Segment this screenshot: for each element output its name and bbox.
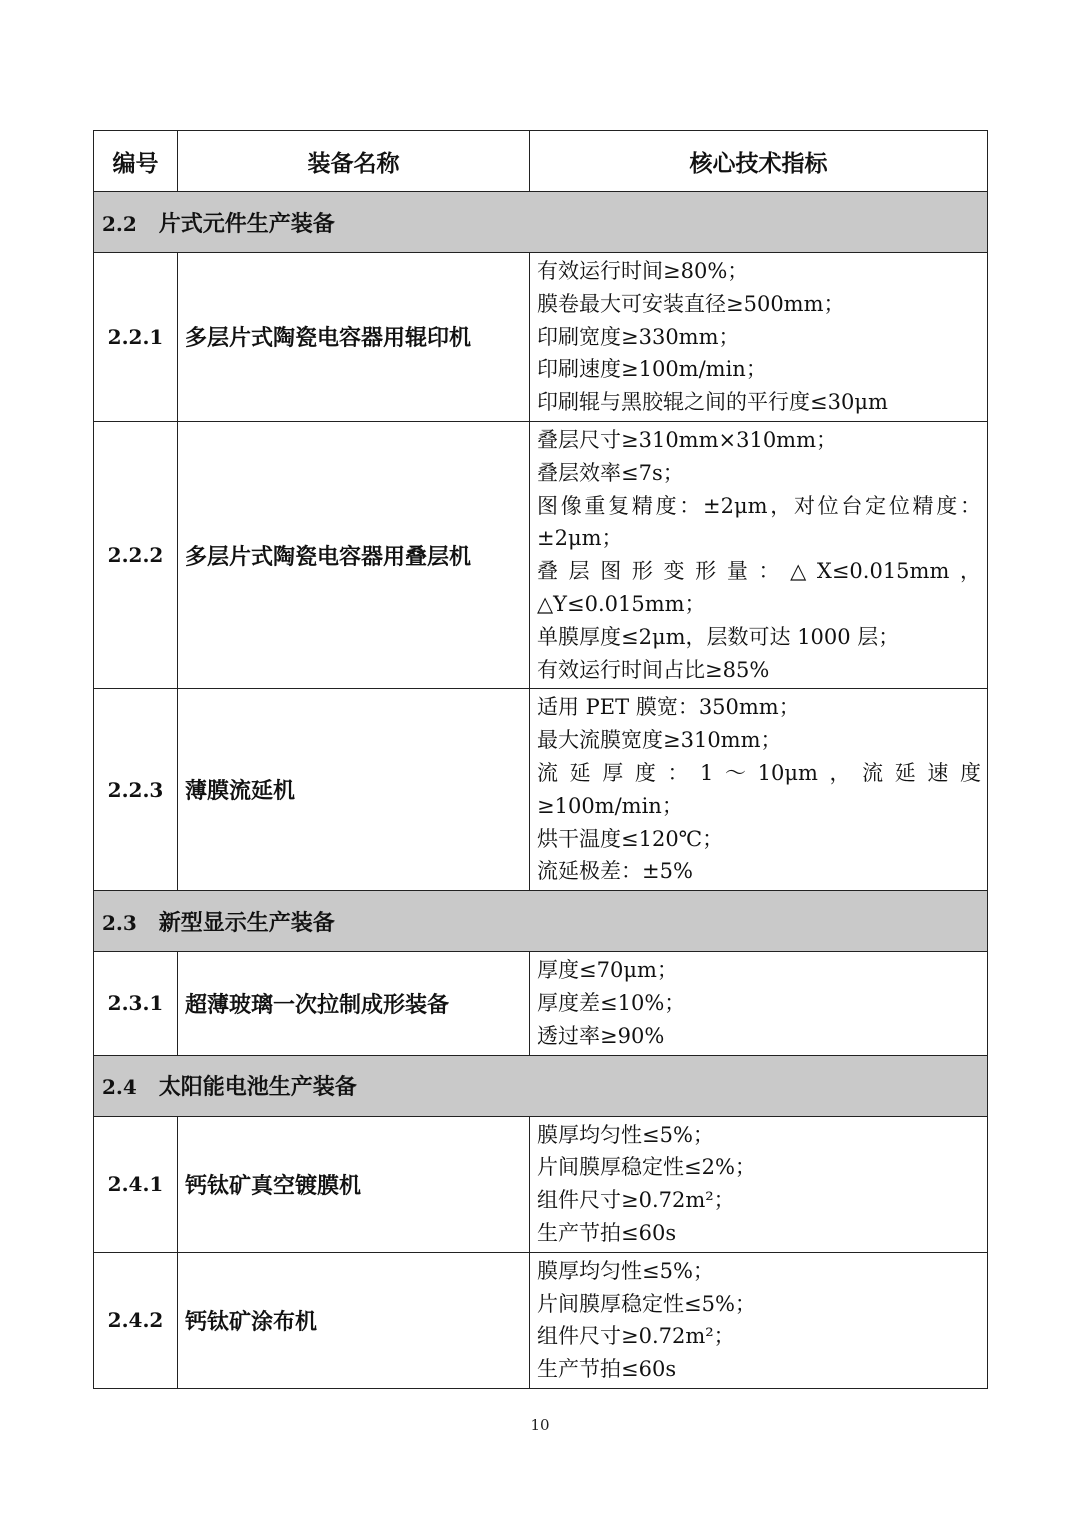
section-row [94, 1055, 988, 1116]
item-number: 2.2.3 [94, 689, 178, 891]
spec-line: 膜厚均匀性≤5%； [537, 1122, 714, 1147]
item-number: 2.2.2 [94, 421, 178, 688]
spec-line: 流延极差：±5% [537, 859, 693, 884]
header-core-specs: 核心技术指标 [530, 131, 988, 192]
spec-line: 有效运行时间占比≥85% [537, 657, 770, 682]
spec-line: 生产节拍≤60s [537, 1220, 677, 1245]
item-specs [530, 421, 988, 688]
spec-line: 片间膜厚稳定性≤5%； [537, 1291, 756, 1316]
item-name: 多层片式陶瓷电容器用叠层机 [178, 421, 530, 688]
section-heading [94, 891, 988, 952]
spec-line: 烘干温度≤120℃； [537, 826, 724, 851]
spec-line: 流延厚度：1～10μm，流延速度≥100m/min； [537, 760, 981, 818]
item-specs [530, 1252, 988, 1388]
item-specs [530, 253, 988, 422]
header-equipment-name: 装备名称 [178, 131, 530, 192]
item-number: 2.3.1 [94, 952, 178, 1055]
spec-line: 透过率≥90% [537, 1023, 665, 1048]
spec-line: 印刷速度≥100m/min； [537, 357, 767, 382]
section-title: 片式元件生产装备 [158, 211, 335, 237]
equipment-spec-table [93, 130, 988, 1389]
item-name: 薄膜流延机 [178, 689, 530, 891]
section-number: 2.3 [102, 910, 137, 935]
spec-line: 单膜厚度≤2μm，层数可达 1000 层； [537, 624, 900, 649]
spec-line: 印刷辊与黑胶辊之间的平行度≤30μm [537, 390, 888, 415]
item-specs [530, 689, 988, 891]
spec-line: 印刷宽度≥330mm； [537, 324, 740, 349]
spec-line: 有效运行时间≥80%； [537, 259, 749, 283]
header-number: 编号 [94, 131, 178, 192]
spec-line: 厚度差≤10%； [537, 990, 686, 1015]
spec-line: 适用 PET 膜宽：350mm； [537, 695, 800, 720]
spec-line: 组件尺寸≥0.72m²； [537, 1324, 735, 1349]
section-number: 2.4 [102, 1075, 137, 1100]
section-row [94, 192, 988, 253]
item-specs [530, 952, 988, 1055]
spec-line: 片间膜厚稳定性≤2%； [537, 1155, 756, 1180]
item-name: 钙钛矿真空镀膜机 [178, 1116, 530, 1252]
spec-line: 组件尺寸≥0.72m²； [537, 1188, 735, 1213]
item-number: 2.4.2 [94, 1252, 178, 1388]
spec-line: 叠层效率≤7s； [537, 460, 684, 485]
table-row [94, 421, 988, 688]
table-row [94, 1116, 988, 1252]
item-number: 2.4.1 [94, 1116, 178, 1252]
spec-line: 生产节拍≤60s [537, 1357, 677, 1382]
item-number: 2.2.1 [94, 253, 178, 422]
spec-line: 图像重复精度：±2μm，对位台定位精度：±2μm； [537, 493, 981, 551]
spec-line: 最大流膜宽度≥310mm； [537, 728, 782, 753]
table-header-row [94, 131, 988, 192]
table-row [94, 952, 988, 1055]
item-specs [530, 1116, 988, 1252]
section-title: 太阳能电池生产装备 [158, 1075, 357, 1101]
section-row [94, 891, 988, 952]
spec-line: 叠层图形变形量：△X≤0.015mm，△Y≤0.015mm； [537, 559, 981, 616]
spec-line: 厚度≤70μm； [537, 958, 678, 983]
section-heading [94, 1055, 988, 1116]
section-heading [94, 192, 988, 253]
item-name: 多层片式陶瓷电容器用辊印机 [178, 253, 530, 422]
page-number: 10 [530, 1416, 550, 1434]
item-name: 钙钛矿涂布机 [178, 1252, 530, 1388]
table-row [94, 689, 988, 891]
item-name: 超薄玻璃一次拉制成形装备 [178, 952, 530, 1055]
spec-line: 叠层尺寸≥310mm×310mm； [537, 427, 838, 452]
spec-line: 膜卷最大可安装直径≥500mm； [537, 291, 845, 316]
section-number: 2.2 [102, 211, 137, 236]
spec-line: 膜厚均匀性≤5%； [537, 1258, 714, 1283]
table-row [94, 1252, 988, 1388]
table-row [94, 253, 988, 422]
section-title: 新型显示生产装备 [158, 910, 335, 936]
